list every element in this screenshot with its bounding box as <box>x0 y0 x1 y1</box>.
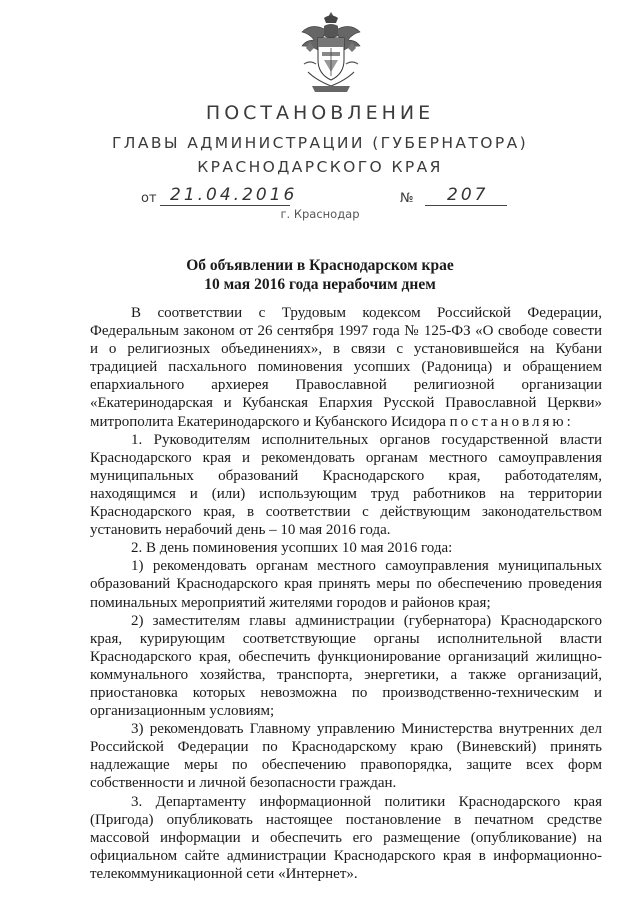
coat-of-arms-emblem <box>300 8 362 96</box>
document-type-heading: ПОСТАНОВЛЕНИЕ <box>205 102 435 124</box>
handwritten-number: 207 <box>447 185 489 205</box>
preamble-paragraph <box>90 304 602 431</box>
clause-3: 3. Департаменту информационной политики Краснодарского края (Пригода) опубликовать настоящее постановление в печатном средстве массовой информации и обеспечить его размещение (опубликование) на официальном сайте администрации Краснодарского края в информационно-телекоммуникационной сети «Интернет». <box>90 793 602 882</box>
clause-2-2: 2) заместителям главы администрации (губернатора) Краснодарского края, курирующим соответствующие органы исполнительной власти Краснодарского края, обеспечить функционирование организаций жилищно-коммунального хозяйства, транспорта, энергетики, а также организаций, приостановка которых невозможна по производственно-техническим и организационным условиям; <box>90 612 602 720</box>
issuer-line-2: КРАСНОДАРСКОГО КРАЯ <box>197 158 443 176</box>
document-title-line-1: Об объявлении в Краснодарском крае <box>186 257 454 274</box>
issuer-line-1: ГЛАВЫ АДМИНИСТРАЦИИ (ГУБЕРНАТОРА) <box>111 134 529 152</box>
document-title <box>0 256 640 294</box>
decree-word: постановляю: <box>449 413 574 430</box>
number-prefix: № <box>400 191 414 206</box>
handwritten-date: 21.04.2016 <box>170 185 298 205</box>
clause-2-1: 1) рекомендовать органам местного самоуправления муниципальных образований Краснодарского края принять меры по обеспечению проведения поминальных мероприятий жителями городов и районов края; <box>90 558 602 611</box>
clause-1: 1. Руководителям исполнительных органов государственной власти Краснодарского края и рекомендовать органам местного самоуправления муниципальных образований Краснодарского края, работодателям, находящимся и (или) использующим труд работников на территории Краснодарского края, в соответствии с действующим законодательством установить нерабочий день – 10 мая 2016 года. <box>90 431 602 539</box>
date-prefix: от <box>141 191 157 206</box>
document-title-line-2: 10 мая 2016 года нерабочим днем <box>204 276 436 293</box>
number-underline <box>425 205 507 206</box>
clause-2: 2. В день поминовения усопших 10 мая 2016 года: <box>131 540 453 557</box>
preamble-text: В соответствии с Трудовым кодексом Российской Федерации, Федеральным законом от 26 сентября 1997 года № 125-ФЗ «О свободе совести и о религиозных объединениях», в связи с установившейся на Кубани традицией пасхального поминовения усопших (Радоница) и обращением епархиального архиерея Православной религиозной организации «Екатеринодарская и Кубанская Епархия Русской Православной Церкви» митрополита Екатеринодарского и Кубанского Исидора <box>90 305 602 430</box>
document-body <box>90 304 602 883</box>
place-of-issue: г. Краснодар <box>280 207 360 221</box>
date-underline <box>160 205 290 206</box>
clause-2-3: 3) рекомендовать Главному управлению Министерства внутренних дел Российской Федерации по Краснодарскому краю (Виневский) принять надлежащие меры по обеспечению правопорядка, защите всех форм собственности и личной безопасности граждан. <box>90 721 602 792</box>
